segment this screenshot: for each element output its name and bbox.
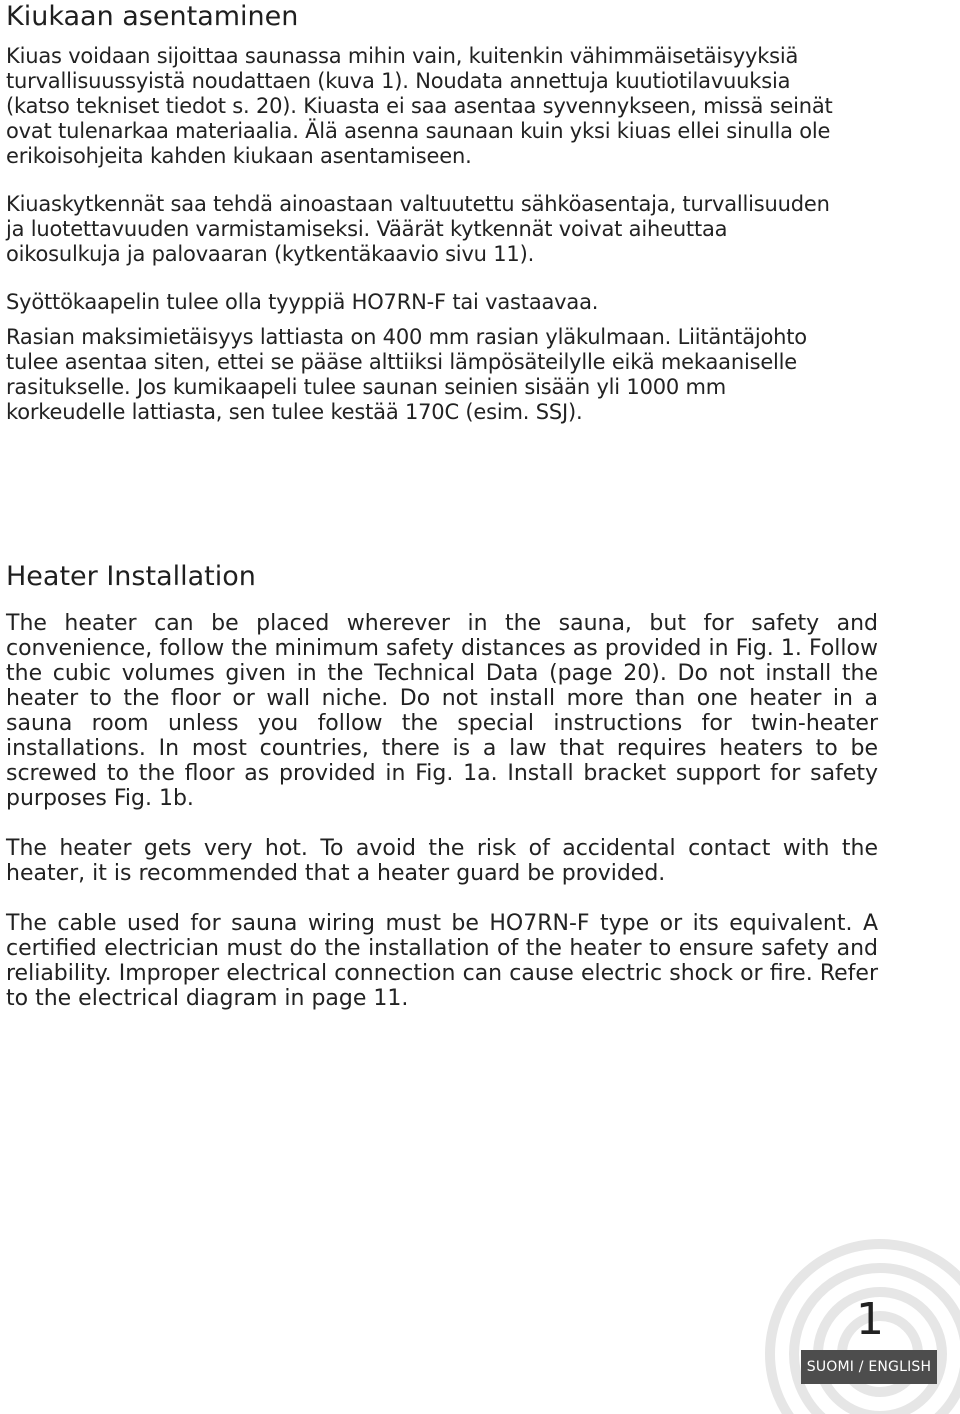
english-paragraph-1: The heater can be placed wherever in the sauna, but for safety and convenience, follow the minimum safety distances as provided in Fig. 1. Follow the cubic volumes given in the Technical Data (page 20). Do not install the heater to the floor or wall niche. Do not install more than one heater in a sauna room unless you follow the special instructions for twin-heater installations. In most countries, there is a law that requires heaters to be screwed to the floor as provided in Fig. 1a. Install bracket support for safety purposes Fig. 1b. [6, 611, 878, 811]
page-number: 1 [856, 1294, 884, 1345]
finnish-section-body [6, 44, 846, 425]
language-badge: SUOMI / ENGLISH [801, 1350, 937, 1384]
finnish-paragraph-1: Kiuas voidaan sijoittaa saunassa mihin vain, kuitenkin vähimmäisetäisyyksiä turvallisuussyistä noudattaen (kuva 1). Noudata annettuja kuutiotilavuuksia (katso tekniset tiedot s. 20). Kiuasta ei saa asentaa syvennykseen, missä seinät ovat tulenarkaa materiaalia. Älä asenna saunaan kuin yksi kiuas ellei sinulla ole erikoisohjeita kahden kiukaan asentamiseen. [6, 44, 833, 168]
finnish-section-title: Kiukaan asentaminen [6, 1, 299, 32]
english-paragraph-3: The cable used for sauna wiring must be HO7RN-F type or its equivalent. A certified electrician must do the installation of the heater to ensure safety and reliability. Improper electrical connection can cause electric shock or fire. Refer to the electrical diagram in page 11. [6, 911, 878, 1011]
english-section-title: Heater Installation [6, 561, 256, 592]
english-section-body [6, 611, 878, 1011]
finnish-paragraph-3: Syöttökaapelin tulee olla tyyppiä HO7RN-F tai vastaavaa. [6, 290, 599, 314]
english-paragraph-2: The heater gets very hot. To avoid the risk of accidental contact with the heater, it is recommended that a heater guard be provided. [6, 836, 878, 886]
finnish-paragraph-4: Rasian maksimietäisyys lattiasta on 400 mm rasian yläkulmaan. Liitäntäjohto tulee asentaa siten, ettei se pääse alttiiksi lämpösäteilylle eikä mekaaniselle rasitukselle. Jos kumikaapeli tulee saunan seinien sisään yli 1000 mm korkeudelle lattiasta, sen tulee kestää 170C (esim. SSJ). [6, 325, 807, 424]
finnish-paragraph-2: Kiuaskytkennät saa tehdä ainoastaan valtuutettu sähköasentaja, turvallisuuden ja luotettavuuden varmistamiseksi. Väärät kytkennät voivat aiheuttaa oikosulkuja ja palovaaran (kytkentäkaavio sivu 11). [6, 192, 830, 266]
